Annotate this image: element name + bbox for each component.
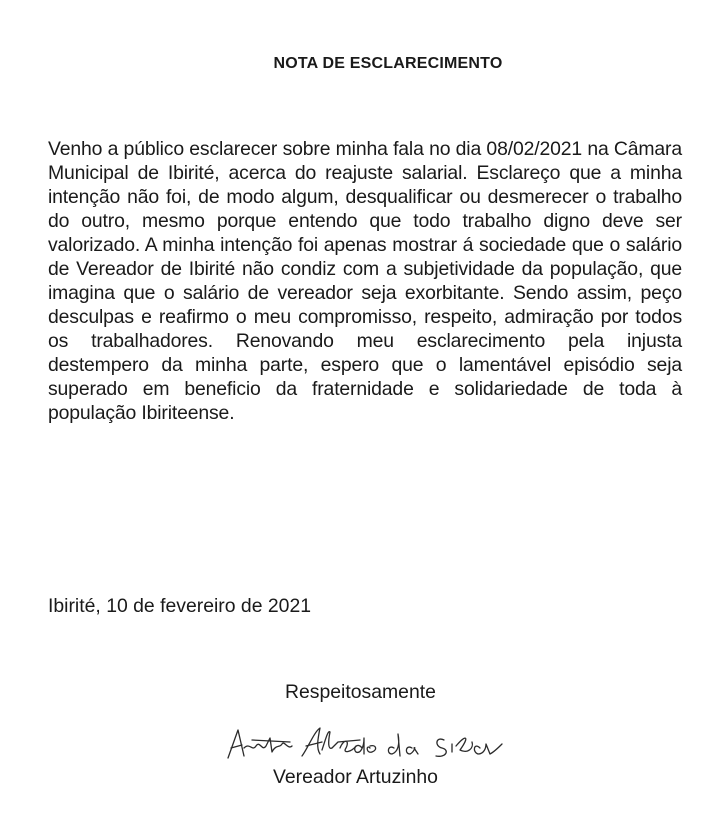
body-paragraph: Venho a público esclarecer sobre minha fala no dia 08/02/2021 na Câmara Municipal de Ibirité, acerca do reajuste salarial. Esclareço que a minha intenção não foi, de modo algum, desqualificar ou desmerecer o trabalho do outro, mesmo porque entendo que todo trabalho digno deve ser valorizado. A minha intenção foi apenas mostrar á sociedade que o salário de Vereador de Ibirité não condiz com a subjetividade da população, que imagina que o salário de vereador seja exorbitante. Sendo assim, peço desculpas e reafirmo o meu compromisso, respeito, admiração por todos os trabalhadores. Renovando meu esclarecimento pela injusta destempero da minha parte, espero que o lamentável episódio seja superado em beneficio da fraternidade e solidariedade de toda à população Ibiriteense. — [48, 138, 682, 424]
place-date: Ibirité, 10 de fevereiro de 2021 — [48, 595, 312, 617]
closing-salutation: Respeitosamente — [285, 681, 436, 703]
document-title: NOTA DE ESCLARECIMENTO — [273, 55, 503, 72]
signer-name: Vereador Artuzinho — [273, 766, 438, 788]
handwritten-signature — [222, 718, 512, 768]
